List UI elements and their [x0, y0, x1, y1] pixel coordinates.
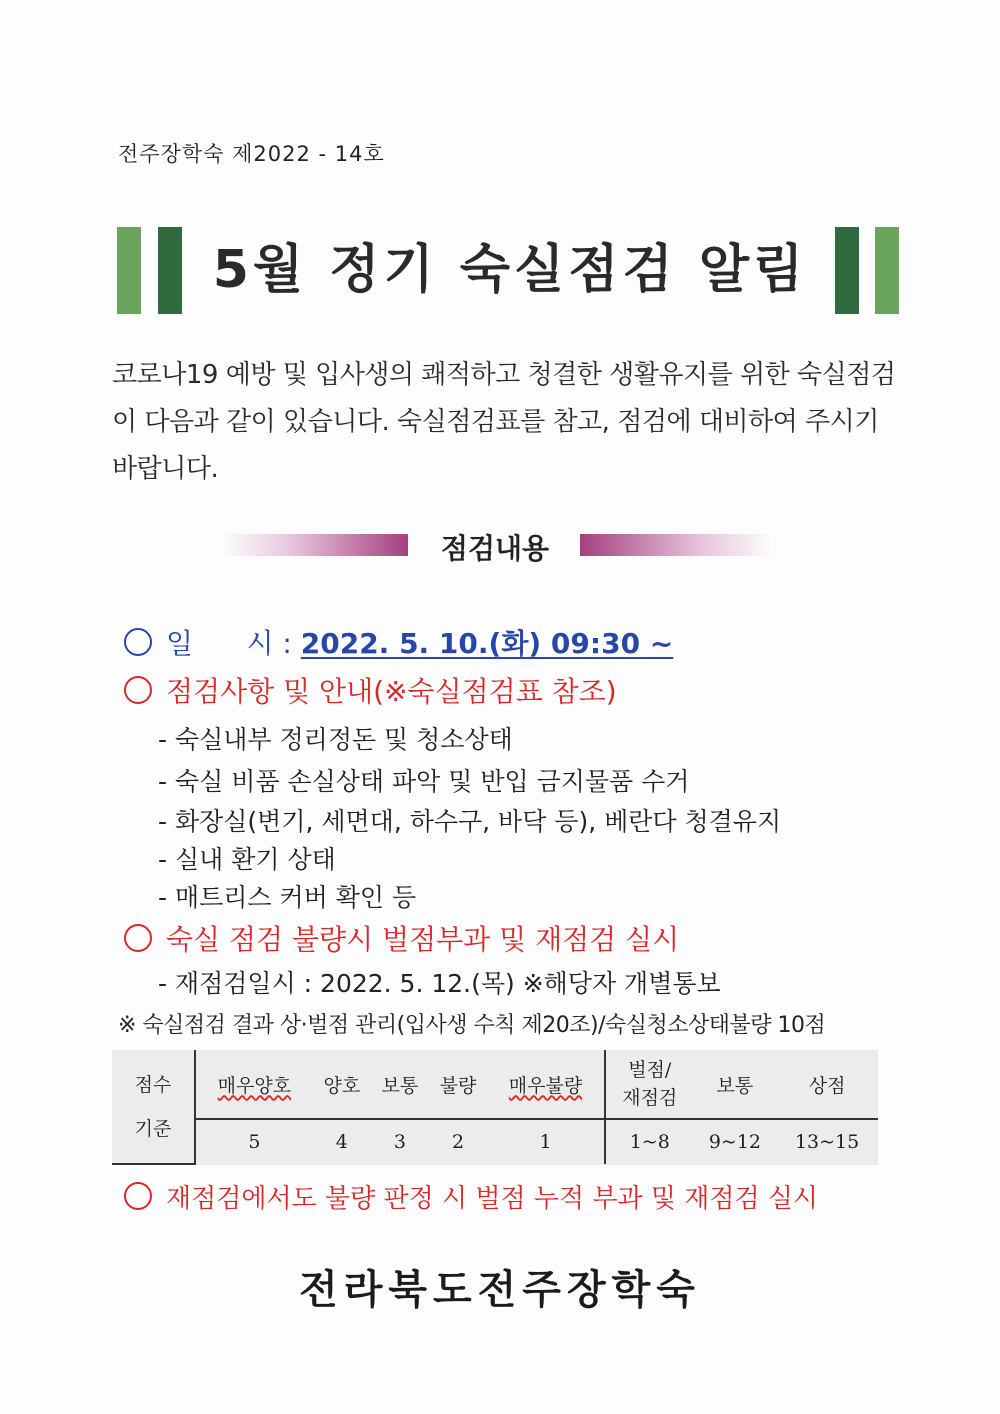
section-divider-left — [225, 534, 408, 556]
table-header-cell: 보통 — [371, 1050, 429, 1119]
final-notice: 재점검에서도 불량 판정 시 벌점 누적 부과 및 재점검 실시 — [166, 1184, 819, 1214]
date-value: 2022. 5. 10.(화) 09:30 ~ — [300, 627, 674, 660]
section-divider-right — [580, 534, 770, 556]
penalty-heading-line — [124, 918, 679, 958]
document-number: 전주장학숙 제2022 - 14호 — [118, 142, 385, 166]
items-heading: 점검사항 및 안내(※숙실점검표 참조) — [166, 675, 617, 708]
title-bar-left-dark — [158, 227, 182, 314]
table-cell: 1~8 — [605, 1119, 694, 1164]
table-cell: 2 — [452, 1131, 465, 1153]
circle-bullet-icon — [124, 924, 152, 952]
table-cell: 13~15 — [794, 1131, 860, 1153]
table-header-cell — [487, 1050, 605, 1119]
circle-bullet-icon — [124, 628, 152, 656]
title-bar-left-light — [117, 227, 141, 314]
table-row — [112, 1050, 878, 1119]
items-heading-line — [124, 670, 617, 710]
page-title: 5월 정기 숙실점검 알림 — [212, 240, 808, 300]
table-header-cell: 불량 — [429, 1050, 487, 1119]
table-cell: 5 — [248, 1131, 261, 1153]
title-bar-right-dark — [835, 227, 859, 314]
header-very-bad: 매우불량 — [508, 1074, 583, 1097]
table-cell: 4 — [335, 1131, 348, 1153]
table-cell: 1 — [539, 1131, 552, 1153]
penalty-heading: 숙실 점검 불량시 벌점부과 및 재점검 실시 — [166, 923, 680, 956]
date-line — [124, 622, 673, 662]
issuer-name: 전라북도전주장학숙 — [299, 1266, 701, 1313]
table-header-cell: 양호 — [313, 1050, 371, 1119]
rules-note: ※ 숙실점검 결과 상·벌점 관리(입사생 수칙 제20조)/숙실청소상태불량 10점 — [118, 1013, 826, 1038]
list-item: - 매트리스 커버 확인 등 — [158, 883, 417, 912]
table-header-cell: 상점 — [776, 1050, 878, 1119]
table-header-cell: 벌점/ 재점검 — [605, 1050, 694, 1119]
table-cell: 9~12 — [708, 1131, 761, 1153]
list-item: - 숙실내부 정리정돈 및 청소상태 — [158, 725, 513, 754]
header-very-good: 매우양호 — [217, 1074, 292, 1097]
date-label: 일 시 : — [166, 627, 292, 660]
circle-bullet-icon — [124, 676, 152, 704]
score-table — [112, 1050, 878, 1165]
list-item: - 실내 환기 상태 — [158, 845, 336, 874]
final-notice-line — [124, 1178, 818, 1215]
intro-paragraph: 코로나19 예방 및 입사생의 쾌적하고 청결한 생활유지를 위한 숙실점검이 다음과 같이 있습니다. 숙실점검표를 참고, 점검에 대비하여 주시기 바랍니다. — [112, 360, 896, 484]
table-header-cell: 보통 — [694, 1050, 777, 1119]
list-item: - 숙실 비품 손실상태 파악 및 반입 금지물품 수거 — [158, 767, 690, 796]
circle-bullet-icon — [124, 1182, 152, 1210]
table-row — [112, 1119, 878, 1164]
recheck-date: - 재점검일시 : 2022. 5. 12.(목) ※해당자 개별통보 — [158, 969, 721, 998]
table-cell: 3 — [393, 1131, 406, 1153]
title-bar-right-light — [875, 227, 899, 314]
section-title: 점검내용 — [440, 532, 550, 565]
table-header-cell — [195, 1050, 313, 1119]
table-row-label: 점수 기준 — [112, 1050, 195, 1164]
list-item: - 화장실(변기, 세면대, 하수구, 바닥 등), 베란다 청결유지 — [158, 807, 782, 836]
